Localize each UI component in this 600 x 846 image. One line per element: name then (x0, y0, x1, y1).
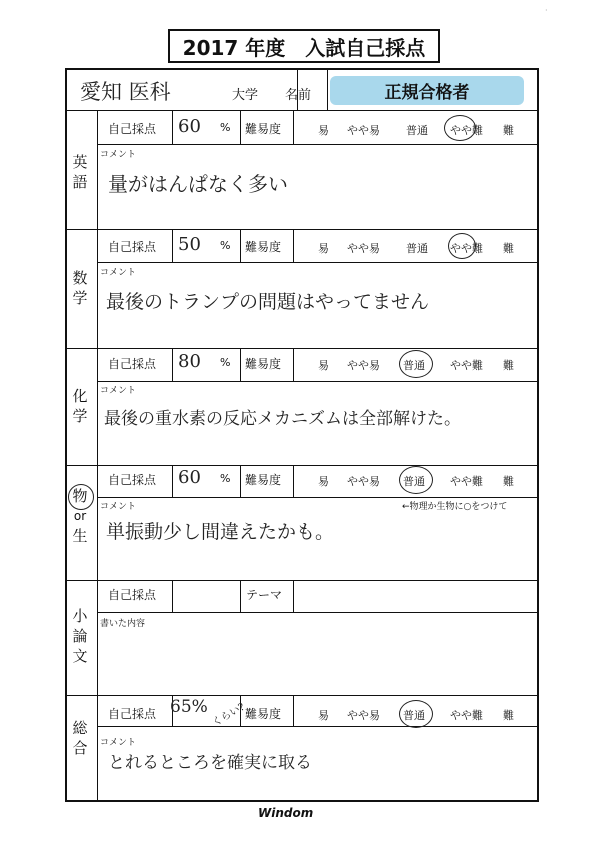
difficulty-option: やや難 (450, 359, 483, 372)
self-score-label: 自己採点 (108, 473, 157, 487)
difficulty-option: 易 (318, 709, 329, 722)
school-name: 愛知 医科 (80, 80, 171, 104)
page-title: 2017 年度 入試自己採点 (168, 29, 440, 63)
subject-label: 小 論 文 (72, 607, 88, 665)
comment-label: コメント (100, 268, 137, 278)
corner-mark: · (545, 6, 548, 15)
self-score-label: 自己採点 (108, 707, 157, 721)
comment-label: コメント (100, 150, 137, 160)
difficulty-option: 易 (318, 475, 329, 488)
difficulty-option: 易 (318, 124, 329, 137)
percent-sign: % (220, 356, 231, 369)
percent-sign: % (220, 472, 231, 485)
name-label: 名前 (285, 88, 312, 103)
difficulty-label: 難易度 (245, 473, 282, 487)
comment-label: コメント (100, 502, 137, 512)
theme-label: テーマ (246, 588, 283, 602)
difficulty-option: やや難 (450, 709, 483, 722)
difficulty-label: 難易度 (245, 707, 282, 721)
name-value-badge: 正規合格者 (330, 76, 524, 105)
difficulty-option: 難 (503, 359, 514, 372)
comment-text: 最後の重水素の反応メカニズムは全部解けた。 (104, 409, 461, 429)
subject-label: 物 or 生 (72, 487, 88, 545)
difficulty-option-selected: 普通 (403, 709, 425, 722)
difficulty-option-selected: やや難 (450, 124, 483, 137)
self-score-label: 自己採点 (108, 122, 157, 136)
selection-circle (399, 466, 433, 494)
difficulty-option: 難 (503, 242, 514, 255)
selection-circle (399, 700, 433, 728)
difficulty-option: 普通 (406, 124, 428, 137)
difficulty-label: 難易度 (245, 357, 282, 371)
difficulty-label: 難易度 (245, 240, 282, 254)
subject-label: 数 学 (72, 269, 88, 307)
comment-text: 単振動少し間違えたかも。 (106, 521, 335, 543)
comment-text: 量がはんぱなく多い (108, 172, 288, 196)
comment-label: コメント (100, 738, 137, 748)
footer-brand: Windom (258, 806, 314, 820)
score-value: 65% (170, 697, 208, 717)
difficulty-option: やや易 (347, 124, 380, 137)
difficulty-option: 易 (318, 242, 329, 255)
score-value: 60 (178, 467, 201, 488)
difficulty-option: 難 (503, 475, 514, 488)
selection-circle (399, 350, 433, 378)
difficulty-option-selected: 普通 (403, 475, 425, 488)
difficulty-option: やや易 (347, 359, 380, 372)
percent-sign: % (220, 239, 231, 252)
subject-label: 化 学 (72, 387, 88, 425)
percent-sign: % (220, 121, 231, 134)
selection-circle (448, 233, 476, 259)
difficulty-option: やや難 (450, 475, 483, 488)
subject-label: 英 語 (72, 153, 88, 191)
difficulty-option: 易 (318, 359, 329, 372)
instruction-note: ←物理か生物に○をつけて (402, 502, 508, 512)
self-score-label: 自己採点 (108, 240, 157, 254)
self-score-label: 自己採点 (108, 588, 157, 602)
score-value: 50 (178, 234, 201, 255)
score-value: 80 (178, 351, 201, 372)
difficulty-option-selected: やや難 (450, 242, 483, 255)
self-score-label: 自己採点 (108, 357, 157, 371)
selection-circle (68, 484, 94, 510)
difficulty-option: やや易 (347, 709, 380, 722)
comment-text: とれるところを確実に取る (108, 753, 312, 773)
difficulty-option: 普通 (406, 242, 428, 255)
difficulty-option: 難 (503, 709, 514, 722)
comment-text: 最後のトランプの問題はやってません (106, 291, 430, 313)
selection-circle (444, 115, 476, 141)
difficulty-label: 難易度 (245, 122, 282, 136)
difficulty-option: やや易 (347, 475, 380, 488)
difficulty-option: 難 (503, 124, 514, 137)
difficulty-option: やや易 (347, 242, 380, 255)
subject-label: 総 合 (72, 719, 88, 757)
comment-label: コメント (100, 386, 137, 396)
score-note: くらい? (210, 701, 247, 729)
difficulty-option-selected: 普通 (403, 359, 425, 372)
content-label: 書いた内容 (100, 619, 146, 629)
university-label: 大学 (232, 88, 259, 103)
score-value: 60 (178, 116, 201, 137)
